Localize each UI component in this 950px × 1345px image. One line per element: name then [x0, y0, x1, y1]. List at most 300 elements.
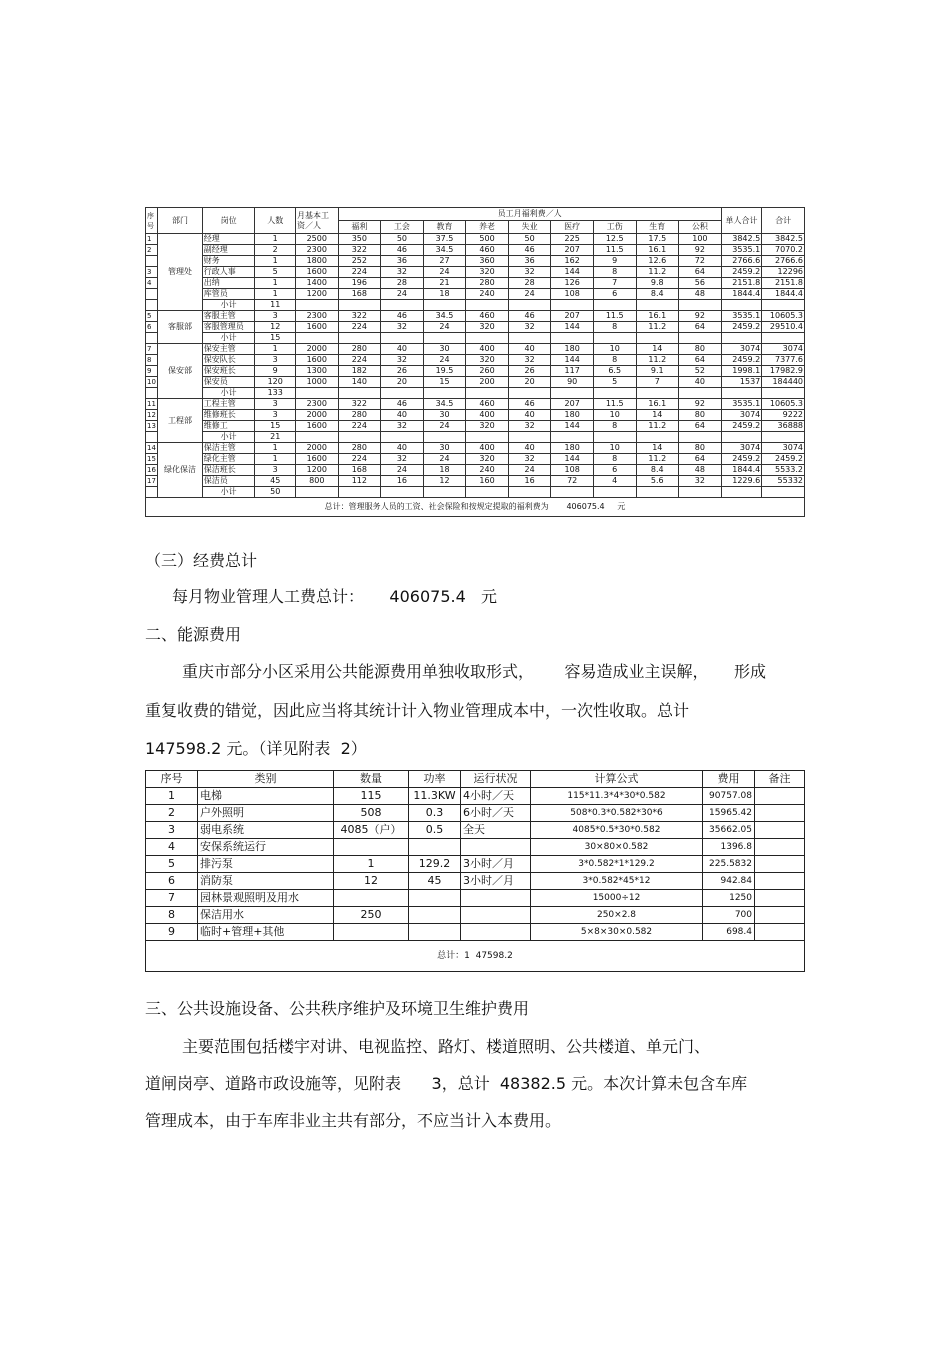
welfare-cell: 240	[466, 465, 509, 476]
welfare-cell: 162	[551, 256, 594, 267]
table-row	[146, 788, 805, 805]
count-cell: 3	[255, 399, 296, 410]
header-welfare-group: 员工月福利费／人	[338, 208, 721, 221]
total-cell: 5533.2	[762, 465, 805, 476]
welfare-cell: 460	[466, 399, 509, 410]
welfare-cell	[338, 432, 381, 443]
unit-total-cell	[721, 388, 762, 399]
welfare-cell: 7	[636, 377, 679, 388]
dept-cell: 管理处	[158, 234, 203, 311]
base-salary-cell: 1600	[296, 454, 339, 465]
total-cell: 184440	[762, 377, 805, 388]
welfare-cell: 24	[508, 465, 551, 476]
welfare-cell: 92	[679, 399, 722, 410]
row-no	[146, 333, 158, 344]
welfare-cell	[593, 300, 636, 311]
table-row	[146, 873, 805, 890]
row-no: 6	[146, 873, 198, 890]
welfare-cell: 56	[679, 278, 722, 289]
unit-total-cell: 3074	[721, 443, 762, 454]
welfare-cell: 224	[338, 454, 381, 465]
welfare-cell	[679, 333, 722, 344]
welfare-cell: 46	[381, 311, 424, 322]
welfare-cell: 36	[381, 256, 424, 267]
welfare-cell: 11.2	[636, 267, 679, 278]
welfare-cell: 360	[466, 256, 509, 267]
base-salary-cell: 2300	[296, 311, 339, 322]
welfare-cell: 320	[466, 267, 509, 278]
category-cell: 排污泵	[198, 856, 334, 873]
count-cell: 3	[255, 410, 296, 421]
row-no: 17	[147, 477, 156, 485]
total-cell	[762, 300, 805, 311]
welfare-cell: 12.5	[593, 234, 636, 245]
post-cell: 行政人事	[202, 267, 255, 278]
row-no: 4	[146, 278, 158, 289]
welfare-cell	[338, 388, 381, 399]
table-row	[146, 366, 805, 377]
header-welfare-col: 养老	[466, 221, 509, 234]
welfare-cell: 320	[466, 322, 509, 333]
welfare-cell: 320	[466, 421, 509, 432]
total-cell: 10605.3	[762, 311, 805, 322]
count-cell: 21	[255, 432, 296, 443]
welfare-cell: 144	[551, 421, 594, 432]
fee-cell: 698.4	[703, 924, 755, 941]
count-cell: 12	[255, 322, 296, 333]
welfare-cell: 72	[679, 256, 722, 267]
note-cell	[755, 805, 805, 822]
welfare-cell: 46	[381, 399, 424, 410]
welfare-cell	[551, 300, 594, 311]
row-no: 8	[146, 355, 158, 366]
unit-total-cell: 3535.1	[721, 245, 762, 256]
run-status-cell: 3小时／月	[461, 873, 531, 890]
welfare-cell: 14	[636, 410, 679, 421]
welfare-cell: 4	[593, 476, 636, 487]
count-cell: 1	[255, 344, 296, 355]
welfare-cell: 32	[508, 421, 551, 432]
run-status-cell: 4小时／天	[461, 788, 531, 805]
total-cell: 3074	[762, 443, 805, 454]
summary-row	[146, 941, 805, 972]
welfare-cell: 207	[551, 399, 594, 410]
row-no: 10	[147, 378, 156, 386]
count-cell: 120	[255, 377, 296, 388]
welfare-cell: 168	[338, 465, 381, 476]
welfare-cell: 32	[679, 476, 722, 487]
welfare-cell: 20	[508, 377, 551, 388]
total-cell: 2151.8	[762, 278, 805, 289]
welfare-cell: 16.1	[636, 311, 679, 322]
welfare-cell: 80	[679, 410, 722, 421]
energy-table-header-row	[146, 771, 805, 788]
welfare-cell	[466, 333, 509, 344]
welfare-cell: 207	[551, 245, 594, 256]
category-cell: 电梯	[198, 788, 334, 805]
welfare-cell: 34.5	[423, 311, 466, 322]
count-cell: 9	[255, 366, 296, 377]
base-salary-cell: 1800	[296, 256, 339, 267]
formula-cell: 4085*0.5*30*0.582	[531, 822, 703, 839]
count-cell: 15	[255, 421, 296, 432]
header-welfare-col: 福利	[338, 221, 381, 234]
welfare-cell: 32	[381, 267, 424, 278]
power-cell: 11.3KW	[409, 788, 461, 805]
header-total: 合计	[762, 208, 805, 234]
welfare-cell: 40	[381, 443, 424, 454]
welfare-cell: 72	[551, 476, 594, 487]
welfare-cell: 64	[679, 454, 722, 465]
quantity-cell: 1	[334, 856, 409, 873]
welfare-cell: 6	[593, 289, 636, 300]
post-cell: 保洁班长	[202, 465, 255, 476]
post-cell: 小计	[202, 300, 255, 311]
welfare-cell: 32	[508, 355, 551, 366]
dept-cell: 保安部	[158, 344, 203, 399]
row-no: 3	[146, 822, 198, 839]
run-status-cell	[461, 839, 531, 856]
unit-total-cell: 3842.5	[721, 234, 762, 245]
welfare-cell: 26	[381, 366, 424, 377]
post-cell: 财务	[202, 256, 255, 267]
welfare-cell: 50	[508, 234, 551, 245]
count-cell: 1	[255, 234, 296, 245]
post-cell: 维修班长	[202, 410, 255, 421]
welfare-cell	[508, 487, 551, 498]
quantity-cell	[334, 890, 409, 907]
energy-header-cell: 功率	[409, 771, 461, 788]
post-cell: 小计	[202, 333, 255, 344]
welfare-cell: 64	[679, 355, 722, 366]
welfare-cell: 117	[551, 366, 594, 377]
row-no: 14	[147, 444, 156, 452]
fee-cell: 90757.08	[703, 788, 755, 805]
total-cell: 36888	[762, 421, 805, 432]
table-row	[146, 234, 805, 245]
welfare-cell: 11.2	[636, 322, 679, 333]
base-salary-cell	[296, 487, 339, 498]
header-welfare-col: 公积	[679, 221, 722, 234]
welfare-cell: 207	[551, 311, 594, 322]
public-para-line3: 管理成本，由于车库非业主共有部分，不应当计入本费用。	[145, 1111, 562, 1130]
total-cell: 3074	[762, 344, 805, 355]
table-row	[146, 443, 805, 454]
total-cell: 7377.6	[762, 355, 805, 366]
welfare-cell: 32	[508, 454, 551, 465]
welfare-cell: 17.5	[636, 234, 679, 245]
post-cell: 客服主管	[202, 311, 255, 322]
public-para-line1: 主要范围包括楼宇对讲、电视监控、路灯、楼道照明、公共楼道、单元门、	[182, 1037, 711, 1056]
note-cell	[755, 873, 805, 890]
count-cell: 50	[255, 487, 296, 498]
welfare-cell: 16	[508, 476, 551, 487]
count-cell: 3	[255, 311, 296, 322]
header-count: 人数	[255, 208, 296, 234]
welfare-cell: 21	[423, 278, 466, 289]
welfare-cell	[636, 432, 679, 443]
post-cell: 保洁主管	[202, 443, 255, 454]
table-row	[146, 822, 805, 839]
welfare-cell: 34.5	[423, 399, 466, 410]
welfare-cell	[381, 388, 424, 399]
welfare-cell: 224	[338, 267, 381, 278]
welfare-cell: 10	[593, 443, 636, 454]
unit-total-cell: 2459.2	[721, 267, 762, 278]
welfare-cell: 40	[508, 443, 551, 454]
welfare-cell: 46	[508, 399, 551, 410]
welfare-cell: 8	[593, 322, 636, 333]
welfare-cell	[381, 300, 424, 311]
welfare-cell	[551, 432, 594, 443]
staff-table-header-row	[146, 208, 805, 221]
formula-cell: 3*0.582*45*12	[531, 873, 703, 890]
welfare-cell	[423, 333, 466, 344]
welfare-cell: 108	[551, 289, 594, 300]
welfare-cell	[636, 333, 679, 344]
table-row	[146, 377, 805, 388]
welfare-cell: 11.5	[593, 311, 636, 322]
post-cell: 保洁员	[202, 476, 255, 487]
post-cell: 客服管理员	[202, 322, 255, 333]
row-no: 9	[146, 924, 198, 941]
section-heading-energy: 二、能源费用	[145, 625, 242, 644]
base-salary-cell	[296, 300, 339, 311]
welfare-cell	[466, 300, 509, 311]
total-cell: 2766.6	[762, 256, 805, 267]
unit-total-cell: 3074	[721, 410, 762, 421]
total-cell: 17982.9	[762, 366, 805, 377]
welfare-cell: 64	[679, 322, 722, 333]
welfare-cell: 32	[381, 454, 424, 465]
total-cell: 9222	[762, 410, 805, 421]
base-salary-cell: 2000	[296, 344, 339, 355]
table-row	[146, 907, 805, 924]
welfare-cell: 500	[466, 234, 509, 245]
welfare-cell: 350	[338, 234, 381, 245]
welfare-cell: 224	[338, 322, 381, 333]
table-row	[146, 344, 805, 355]
header-welfare-col: 工伤	[593, 221, 636, 234]
base-salary-cell: 1600	[296, 267, 339, 278]
power-cell: 0.3	[409, 805, 461, 822]
post-cell: 小计	[202, 388, 255, 399]
welfare-cell: 50	[381, 234, 424, 245]
count-cell: 15	[255, 333, 296, 344]
energy-header-cell: 备注	[755, 771, 805, 788]
welfare-cell: 196	[338, 278, 381, 289]
welfare-cell: 46	[508, 311, 551, 322]
welfare-cell: 24	[381, 465, 424, 476]
base-salary-cell: 1600	[296, 322, 339, 333]
row-no: 13	[147, 422, 156, 430]
welfare-cell: 40	[381, 344, 424, 355]
table-row	[146, 410, 805, 421]
welfare-cell	[679, 300, 722, 311]
table-row	[146, 839, 805, 856]
fee-cell: 225.5832	[703, 856, 755, 873]
unit-total-cell: 1844.4	[721, 465, 762, 476]
subtotal-row	[146, 333, 805, 344]
welfare-cell: 168	[338, 289, 381, 300]
formula-cell: 115*11.3*4*30*0.582	[531, 788, 703, 805]
table-row	[146, 890, 805, 907]
welfare-cell	[679, 388, 722, 399]
unit-total-cell	[721, 333, 762, 344]
count-cell: 3	[255, 465, 296, 476]
post-cell: 小计	[202, 432, 255, 443]
dept-cell: 工程部	[158, 399, 203, 443]
welfare-cell: 34.5	[423, 245, 466, 256]
row-no: 1	[146, 788, 198, 805]
welfare-cell	[593, 333, 636, 344]
base-salary-cell: 1000	[296, 377, 339, 388]
welfare-cell: 30	[423, 443, 466, 454]
post-cell: 绿化主管	[202, 454, 255, 465]
welfare-cell: 40	[508, 410, 551, 421]
unit-total-cell	[721, 300, 762, 311]
row-no: 3	[146, 267, 158, 278]
welfare-cell: 30	[423, 344, 466, 355]
table-row	[146, 245, 805, 256]
welfare-cell	[423, 487, 466, 498]
energy-header-cell: 费用	[703, 771, 755, 788]
fee-cell: 15965.42	[703, 805, 755, 822]
row-no: 4	[146, 839, 198, 856]
quantity-cell: 250	[334, 907, 409, 924]
base-salary-cell	[296, 388, 339, 399]
post-cell: 出纳	[202, 278, 255, 289]
welfare-cell: 11.5	[593, 399, 636, 410]
run-status-cell: 3小时／月	[461, 856, 531, 873]
quantity-cell: 12	[334, 873, 409, 890]
welfare-cell: 18	[423, 289, 466, 300]
total-cell: 1844.4	[762, 289, 805, 300]
welfare-cell	[593, 487, 636, 498]
welfare-cell: 320	[466, 454, 509, 465]
welfare-cell: 180	[551, 344, 594, 355]
row-no: 15	[147, 455, 156, 463]
dept-cell: 绿化保洁	[158, 443, 203, 498]
welfare-cell	[636, 487, 679, 498]
welfare-cell: 126	[551, 278, 594, 289]
welfare-cell	[338, 333, 381, 344]
welfare-cell: 12.6	[636, 256, 679, 267]
quantity-cell	[334, 839, 409, 856]
welfare-cell: 40	[679, 377, 722, 388]
power-cell	[409, 924, 461, 941]
welfare-cell: 48	[679, 465, 722, 476]
welfare-cell	[508, 333, 551, 344]
unit-total-cell: 3535.1	[721, 399, 762, 410]
unit-total-cell: 3074	[721, 344, 762, 355]
welfare-cell	[593, 432, 636, 443]
total-cell	[762, 432, 805, 443]
welfare-cell: 225	[551, 234, 594, 245]
welfare-cell: 322	[338, 245, 381, 256]
base-salary-cell: 1600	[296, 355, 339, 366]
welfare-cell: 460	[466, 311, 509, 322]
welfare-cell: 14	[636, 443, 679, 454]
welfare-cell: 460	[466, 245, 509, 256]
welfare-cell: 28	[508, 278, 551, 289]
row-no: 7	[146, 890, 198, 907]
fee-cell: 35662.05	[703, 822, 755, 839]
quantity-cell	[334, 924, 409, 941]
total-cell	[762, 487, 805, 498]
header-unit-total: 单人合计	[721, 208, 762, 234]
post-cell: 库管员	[202, 289, 255, 300]
base-salary-cell: 2300	[296, 399, 339, 410]
welfare-cell: 11.2	[636, 355, 679, 366]
welfare-cell: 10	[593, 410, 636, 421]
table-row	[146, 278, 805, 289]
welfare-cell: 37.5	[423, 234, 466, 245]
welfare-cell: 32	[381, 421, 424, 432]
header-base-salary: 月基本工资／人	[296, 208, 339, 234]
welfare-cell: 16	[381, 476, 424, 487]
fee-cell: 942.84	[703, 873, 755, 890]
welfare-cell	[381, 432, 424, 443]
welfare-cell: 252	[338, 256, 381, 267]
total-cell: 12296	[762, 267, 805, 278]
welfare-cell: 11.5	[593, 245, 636, 256]
post-cell: 经理	[202, 234, 255, 245]
row-no	[146, 487, 158, 498]
row-no: 16	[147, 466, 156, 474]
base-salary-cell	[296, 432, 339, 443]
base-salary-cell: 2000	[296, 443, 339, 454]
total-cell: 7070.2	[762, 245, 805, 256]
welfare-cell: 7	[593, 278, 636, 289]
welfare-cell: 260	[466, 366, 509, 377]
welfare-cell: 6.5	[593, 366, 636, 377]
energy-header-cell: 类别	[198, 771, 334, 788]
welfare-cell: 5	[593, 377, 636, 388]
formula-cell: 30×80×0.582	[531, 839, 703, 856]
welfare-cell: 12	[423, 476, 466, 487]
run-status-cell	[461, 890, 531, 907]
welfare-cell: 8.4	[636, 289, 679, 300]
welfare-cell	[338, 300, 381, 311]
welfare-cell: 9	[593, 256, 636, 267]
section-heading-public: 三、公共设施设备、公共秩序维护及环境卫生维护费用	[145, 999, 530, 1018]
post-cell: 保安主管	[202, 344, 255, 355]
category-cell: 户外照明	[198, 805, 334, 822]
welfare-cell: 92	[679, 311, 722, 322]
welfare-cell	[551, 388, 594, 399]
base-salary-cell: 2500	[296, 234, 339, 245]
welfare-cell: 24	[423, 267, 466, 278]
welfare-cell: 400	[466, 443, 509, 454]
welfare-cell: 18	[423, 465, 466, 476]
welfare-cell: 8	[593, 421, 636, 432]
welfare-cell: 24	[423, 454, 466, 465]
count-cell: 1	[255, 278, 296, 289]
energy-header-cell: 计算公式	[531, 771, 703, 788]
header-no: 序号	[146, 208, 158, 234]
welfare-cell: 11.2	[636, 421, 679, 432]
note-cell	[755, 890, 805, 907]
note-cell	[755, 856, 805, 873]
welfare-cell: 64	[679, 267, 722, 278]
welfare-cell	[551, 487, 594, 498]
table-row	[146, 856, 805, 873]
category-cell: 园林景观照明及用水	[198, 890, 334, 907]
quantity-cell: 4085（户）	[334, 822, 409, 839]
welfare-cell: 14	[636, 344, 679, 355]
welfare-cell: 240	[466, 289, 509, 300]
